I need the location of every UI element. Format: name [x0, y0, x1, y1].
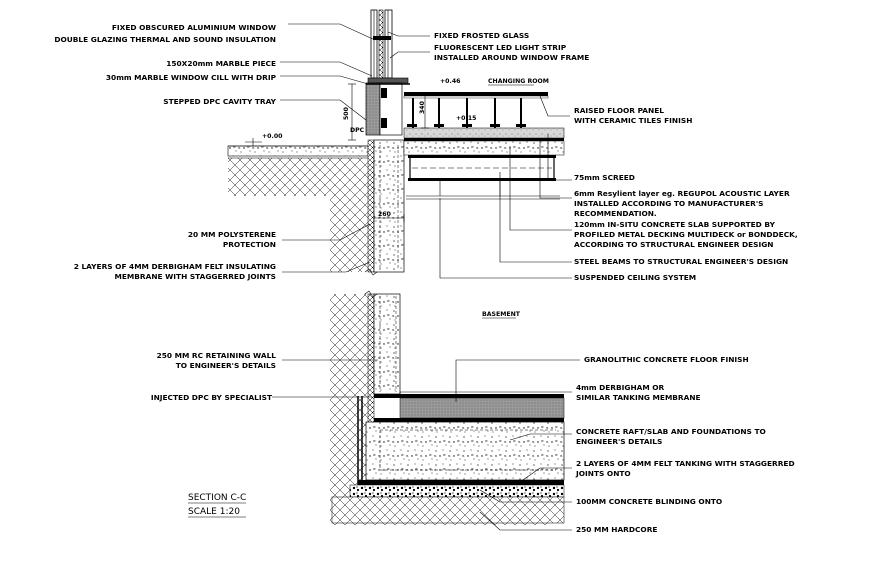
label-felt-1: 2 LAYERS OF 4MM DERBIGHAM FELT INSULATING [73, 262, 276, 271]
label-blinding: 100MM CONCRETE BLINDING ONTO [576, 497, 723, 506]
label-tanking-1: 4mm DERBIGHAM OR [576, 383, 665, 392]
label-dpc: DPC [350, 127, 365, 134]
label-dpc-tray: STEPPED DPC CAVITY TRAY [163, 97, 276, 106]
label-polystyrene-1: 20 MM POLYSTERENE [187, 230, 276, 239]
label-tanking-2: SIMILAR TANKING MEMBRANE [576, 393, 701, 402]
label-dim-500: 500 [343, 107, 350, 120]
label-felt-tanking-2: JOINTS ONTO [576, 469, 631, 478]
label-slab-3: ACCORDING TO STRUCTURAL ENGINEER DESIGN [574, 240, 774, 249]
label-acoustic-3: RECOMMENDATION. [574, 209, 657, 218]
label-granolithic: GRANOLITHIC CONCRETE FLOOR FINISH [584, 355, 749, 364]
label-dim-260: 260 [378, 211, 391, 218]
section-title: SECTION C-C [188, 493, 247, 503]
label-raft-2: ENGINEER'S DETAILS [576, 437, 663, 446]
label-window: FIXED OBSCURED ALUMINIUM WINDOW [111, 23, 276, 32]
label-dim-340: 340 [419, 101, 426, 114]
label-steel-beams: STEEL BEAMS TO STRUCTURAL ENGINEER'S DESIGN [574, 257, 789, 266]
label-acoustic-2: INSTALLED ACCORDING TO MANUFACTURER'S [574, 199, 764, 208]
section-title-block [188, 493, 246, 517]
window-assembly [366, 10, 410, 135]
label-injected-dpc: INJECTED DPC BY SPECIALIST [150, 393, 272, 402]
label-level-000: +0.00 [262, 133, 283, 140]
section-scale: SCALE 1:20 [188, 507, 240, 517]
label-raised-floor-2: WITH CERAMIC TILES FINISH [574, 116, 693, 125]
label-felt-tanking-1: 2 LAYERS OF 4MM FELT TANKING WITH STAGGERRED [576, 459, 795, 468]
label-marble-piece: 150X20mm MARBLE PIECE [166, 59, 276, 68]
label-raised-floor-1: RAISED FLOOR PANEL [574, 106, 664, 115]
label-polystyrene-2: PROTECTION [222, 240, 276, 249]
label-felt-2: MEMBRANE WITH STAGGERRED JOINTS [114, 272, 276, 281]
labels-left [54, 23, 276, 402]
label-level-015: +0.15 [456, 115, 477, 122]
label-slab-2: PROFILED METAL DECKING MULTIDECK or BONDDECK, [574, 230, 798, 239]
label-marble-cill: 30mm MARBLE WINDOW CILL WITH DRIP [105, 73, 276, 82]
label-changing-room: CHANGING ROOM [488, 78, 549, 85]
label-led-strip-2: INSTALLED AROUND WINDOW FRAME [434, 53, 590, 62]
label-level-046: +0.46 [440, 78, 461, 85]
label-led-strip-1: FLUORESCENT LED LIGHT STRIP [434, 43, 567, 52]
label-hardcore: 250 MM HARDCORE [576, 525, 658, 534]
label-retaining-1: 250 MM RC RETAINING WALL [156, 351, 276, 360]
label-screed: 75mm SCREED [574, 173, 635, 182]
label-glazing: DOUBLE GLAZING THERMAL AND SOUND INSULATION [54, 35, 276, 44]
label-acoustic-1: 6mm Resylient layer eg. REGUPOL ACOUSTIC LAYER [574, 189, 790, 198]
label-basement: BASEMENT [482, 311, 520, 318]
label-ceiling: SUSPENDED CEILING SYSTEM [574, 273, 697, 282]
label-raft-1: CONCRETE RAFT/SLAB AND FOUNDATIONS TO [576, 427, 766, 436]
label-slab-1: 120mm IN-SITU CONCRETE SLAB SUPPORTED BY [574, 220, 775, 229]
label-frosted-glass: FIXED FROSTED GLASS [434, 31, 530, 40]
ground-surface [228, 138, 368, 158]
label-retaining-2: TO ENGINEER'S DETAILS [175, 361, 276, 370]
